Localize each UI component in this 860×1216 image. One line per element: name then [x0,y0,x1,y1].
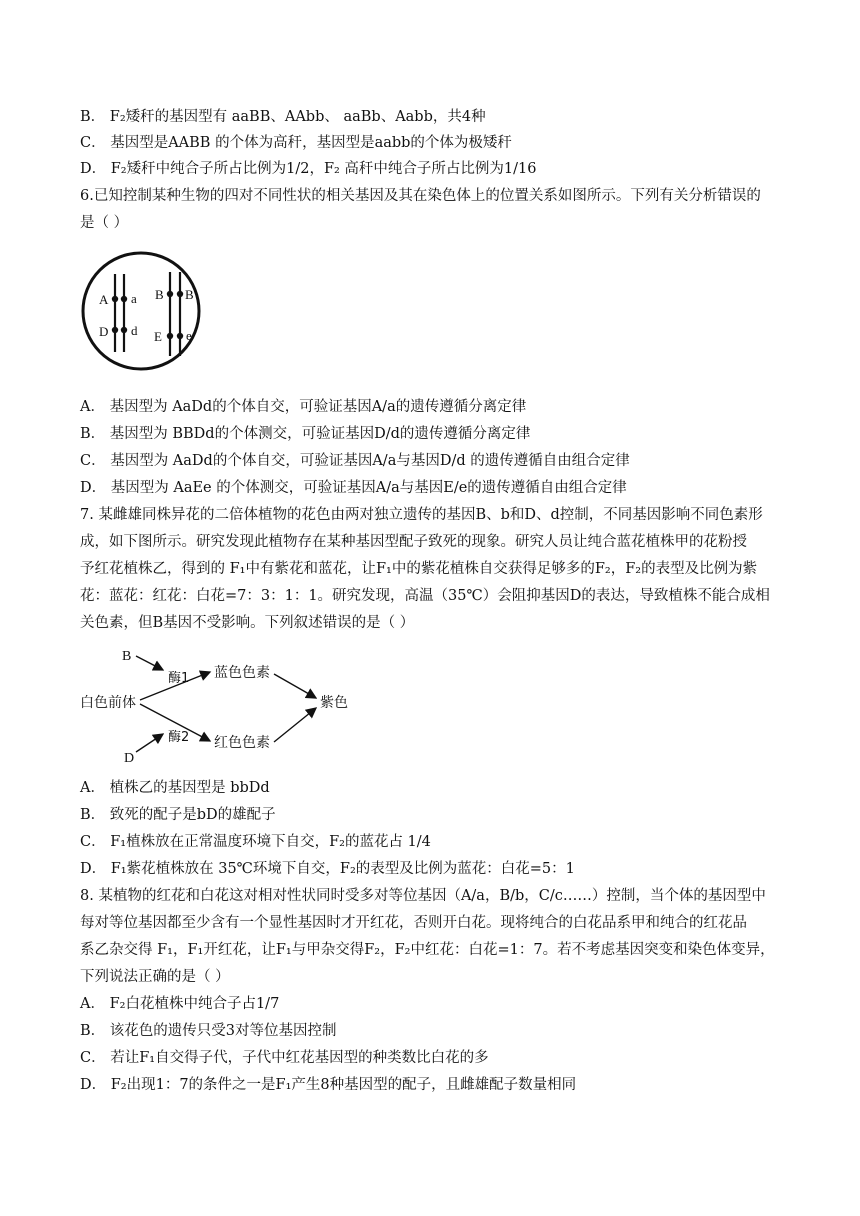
q6-option-b: B． 基因型为 BBDd的个体测交，可验证基因D/d的遗传遵循分离定律 [80,426,531,442]
gene-label-d: d [131,323,138,338]
gene-label-E: E [154,329,162,344]
q7-option-b: B． 致死的配子是bD的雄配子 [80,807,276,823]
q6-option-d: D． 基因型为 AaEe 的个体测交，可验证基因A/a与基因E/e的遗传遵循自由组合定律 [80,480,627,496]
pigment-pathway-diagram [78,644,358,768]
q7-stem-line3: 予红花植株乙，得到的 F₁中有紫花和蓝花，让F₁中的紫花植株自交获得足够多的F₂，F₂的表型及比例为紫 [80,561,758,577]
q7-option-d: D． F₁紫花植株放在 35℃环境下自交，F₂的表型及比例为蓝花：白花=5：1 [80,861,575,877]
q6-option-a: A． 基因型为 AaDd的个体自交，可验证基因A/a的遗传遵循分离定律 [80,399,527,415]
q7-stem-line1: 7. 某雌雄同株异花的二倍体植物的花色由两对独立遗传的基因B、b和D、d控制，不同基因影响不同色素形 [80,507,763,523]
q8-stem-line1: 8. 某植物的红花和白花这对相对性状同时受多对等位基因（A/a，B/b，C/c……）控制，当个体的基因型中 [80,888,766,904]
chromosome-diagram [80,250,202,372]
q5-option-b: B． F₂矮秆的基因型有 aaBB、AAbb、 aaBb、Aabb，共4种 [80,109,486,125]
q7-option-c: C． F₁植株放在正常温度环境下自交，F₂的蓝花占 1/4 [80,834,431,850]
enzyme1-label: 酶1 [168,671,190,686]
gene-d-label: D [124,751,135,766]
q6-stem-line1: 6.已知控制某种生物的四对不同性状的相关基因及其在染色体上的位置关系如图所示。下列有关分析错误的 [80,188,761,204]
q6-stem-line2: 是（ ） [80,215,129,231]
q7-stem-line5: 关色素，但B基因不受影响。下列叙述错误的是（ ） [80,615,415,631]
arrow-b-to-enzyme1 [136,656,163,670]
arrow-d-to-enzyme2 [136,734,163,752]
gene-label-B-right: B [185,287,194,302]
q5-option-d: D． F₂矮秆中纯合子所占比例为1/2，F₂ 高秆中纯合子所占比例为1/16 [80,161,537,177]
q8-stem-line4: 下列说法正确的是（ ） [80,969,230,985]
red-pigment-label: 红色色素 [214,735,270,751]
q8-option-b: B． 该花色的遗传只受3对等位基因控制 [80,1023,337,1039]
gene-label-B-left: B [155,287,164,302]
q6-option-c: C． 基因型为 AaDd的个体自交，可验证基因A/a与基因D/d 的遗传遵循自由组合定律 [80,453,630,469]
white-precursor-label: 白色前体 [80,695,136,711]
q8-stem-line3: 系乙杂交得 F₁，F₁开红花，让F₁与甲杂交得F₂，F₂中红花：白花=1：7。若不考虑基因突变和染色体变异， [80,942,775,958]
blue-pigment-label: 蓝色色素 [214,665,270,681]
gene-label-D: D [99,324,109,339]
gene-label-a: a [131,291,137,306]
q8-stem-line2: 每对等位基因都至少含有一个显性基因时才开红花，否则开白花。现将纯合的白花品系甲和纯合的红花品 [80,915,747,931]
q8-option-a: A． F₂白花植株中纯合子占1/7 [80,996,280,1012]
gene-label-e: e [186,328,192,343]
gene-label-A: A [99,292,109,307]
arrow-blue-to-purple [274,674,316,698]
q7-option-a: A． 植株乙的基因型是 bbDd [80,780,270,796]
q7-stem-line2: 成，如下图所示。研究发现此植物存在某种基因型配子致死的现象。研究人员让纯合蓝花植株甲的花粉授 [80,534,747,550]
q5-option-c: C． 基因型是AABB 的个体为高秆，基因型是aabb的个体为极矮秆 [80,135,512,151]
gene-b-label: B [122,649,132,664]
q8-option-d: D． F₂出现1：7的条件之一是F₁产生8种基因型的配子，且雌雄配子数量相同 [80,1077,577,1093]
purple-label: 紫色 [320,695,348,711]
enzyme2-label: 酶2 [168,730,190,745]
arrow-red-to-purple [274,708,316,742]
q7-stem-line4: 花：蓝花：红花：白花=7：3：1：1。研究发现，高温（35℃）会阻抑基因D的表达，导致植株不能合成相 [80,588,770,604]
q8-option-c: C． 若让F₁自交得子代，子代中红花基因型的种类数比白花的多 [80,1050,489,1066]
